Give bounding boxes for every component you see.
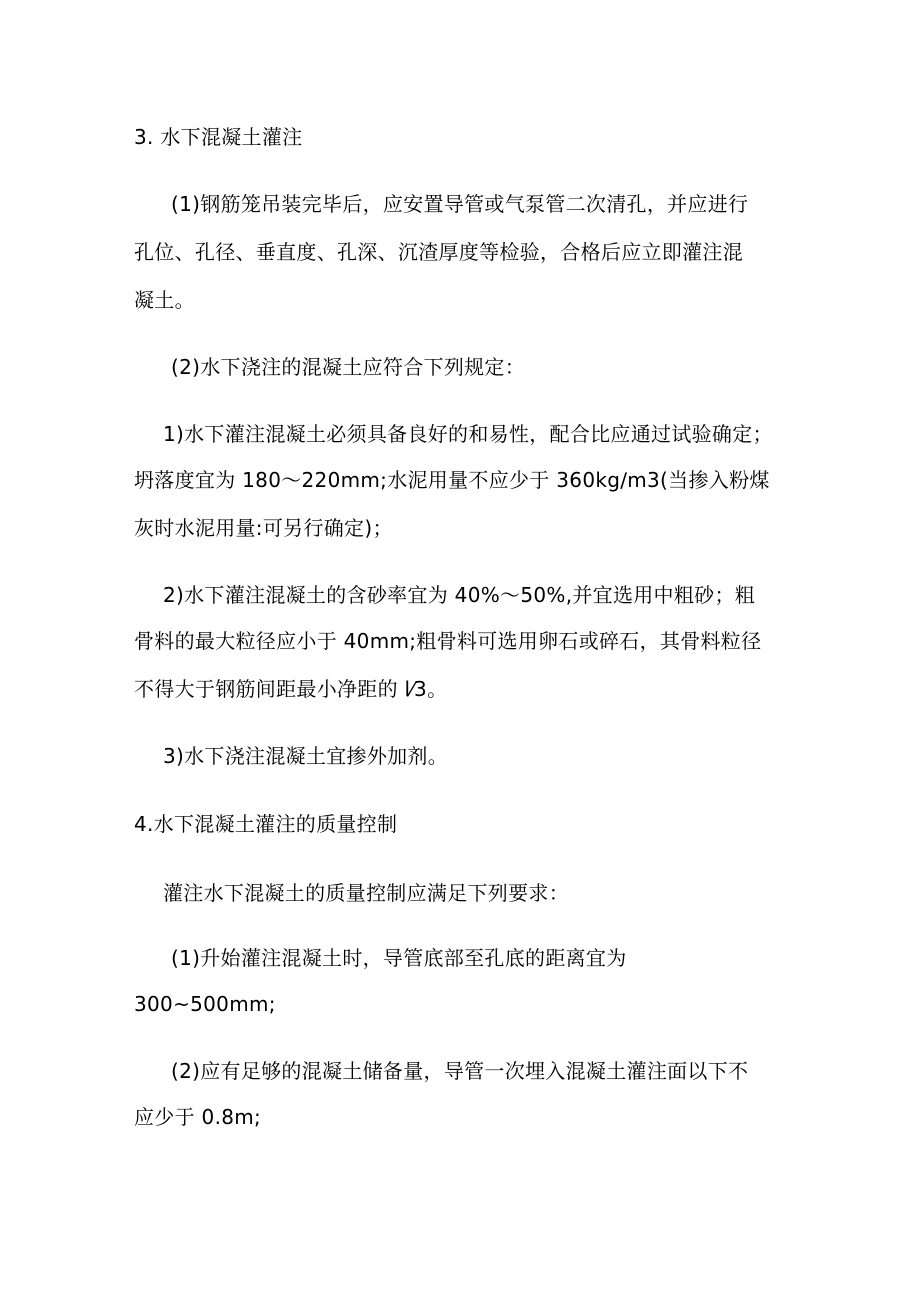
section-3-item-1-line-2: 孔位、孔径、垂直度、孔深、沉渣厚度等检验，合格后应立即灌注混	[134, 240, 743, 264]
rule-2-line-1: 2)水下灌注混凝土的含砂率宜为 40%～50%,并宜选用中粗砂；粗	[163, 583, 756, 607]
section-4-item-1-line-1: (1)升始灌注混凝土时，导管底部至孔底的距离宜为	[171, 946, 627, 970]
section-4-intro: 灌注水下混凝土的质量控制应满足下列要求：	[163, 881, 569, 905]
section-3-item-1-line-1: (1)钢筋笼吊装完毕后，应安置导管或气泵管二次清孔，并应进行	[171, 192, 749, 216]
rule-1-line-2: 坍落度宜为 180～220mm;水泥用量不应少于 360kg∕m3(当掺入粉煤	[134, 468, 770, 492]
section-3-item-2: (2)水下浇注的混凝土应符合下列规定：	[171, 355, 526, 379]
section-3-item-1-line-3: 凝土。	[134, 288, 195, 312]
rule-1-line-3: 灰时水泥用量:可另行确定)；	[134, 516, 393, 540]
rule-1-line-1: 1)水下灌注混凝土必须具备良好的和易性，配合比应通过试验确定；	[163, 422, 773, 446]
section-4-item-1-line-2: 300~500mm;	[134, 992, 276, 1016]
rule-2-line-2: 骨料的最大粒径应小于 40mm;粗骨料可选用卵石或碎石，其骨料粒径	[134, 629, 762, 653]
section-4-item-2-line-2: 应少于 0.8m;	[134, 1105, 262, 1129]
section-4-heading: 4.水下混凝土灌注的质量控制	[134, 812, 398, 836]
rule-2-line-3: 不得大于钢筋间距最小净距的 l⁄3。	[134, 677, 448, 701]
section-3-heading: 3. 水下混凝土灌注	[134, 125, 303, 149]
section-4-item-2-line-1: (2)应有足够的混凝土储备量，导管一次埋入混凝土灌注面以下不	[171, 1059, 749, 1083]
rule-3: 3)水下浇注混凝土宜掺外加剂。	[163, 744, 449, 768]
